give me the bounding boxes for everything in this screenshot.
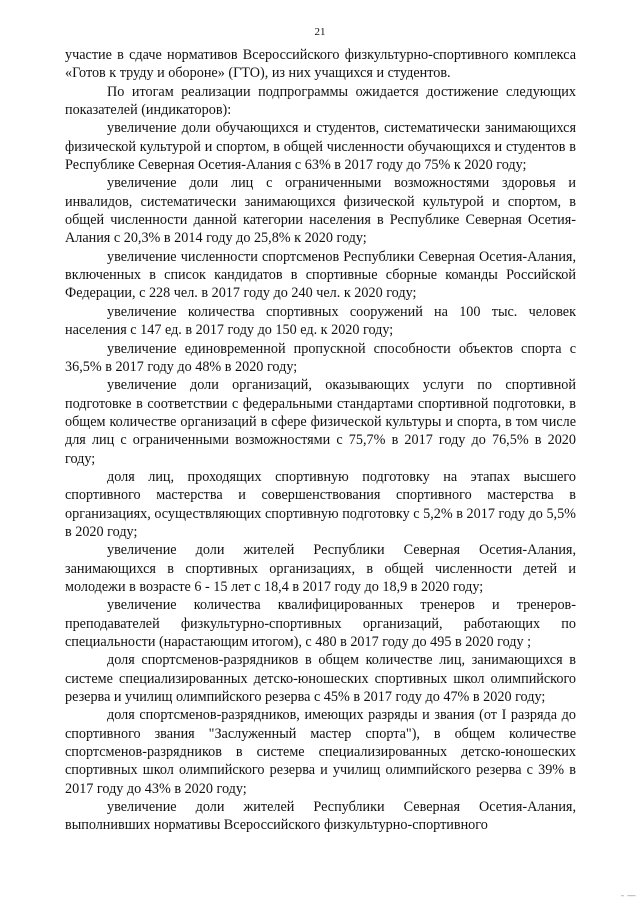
- paragraph: По итогам реализации подпрограммы ожидается достижение следующих показателей (индикаторов):: [65, 83, 576, 119]
- paragraph: участие в сдаче нормативов Всероссийского физкультурно-спортивного комплекса «Готов к труду и обороне» (ГТО), из них учащихся и студентов.: [65, 47, 576, 82]
- paragraph: увеличение доли организаций, оказывающих услуги по спортивной подготовке в соответствии с федеральными стандартами спортивной подготовки, в общем количестве организаций в сфере физической культуры и спорта, в том числе для лиц с ограниченными возможностями с 75,7% в 2017 году до 76,5% в 2020 году;: [65, 377, 576, 467]
- paragraph: увеличение количества спортивных сооружений на 100 тыс. человек населения с 147 ед. в 2017 году до 150 ед. к 2020 году;: [65, 303, 576, 339]
- scan-corner-mark: - —: [620, 891, 636, 901]
- paragraph: увеличение доли обучающихся и студентов, систематически занимающихся физической культурой и спортом, в общей численности обучающихся и студентов в Республике Северная Осетия-Алания с 63% в 2017 году до 75% к 2020 году;: [65, 120, 576, 174]
- paragraph: увеличение количества квалифицированных тренеров и тренеров-преподавателей физкультурно-спортивных организаций, работающих по специальности (нарастающим итогом), с 480 в 2017 году до 495 в 2020 году ;: [65, 597, 576, 650]
- page-number: 21: [314, 26, 326, 38]
- paragraph: увеличение доли лиц с ограниченными возможностями здоровья и инвалидов, систематически занимающихся физической культурой и спортом, в общей численности данной категории населения в Республике Северная Осетия-Алания с 20,3% в 2014 году до 25,8% к 2020 году;: [65, 175, 576, 247]
- paragraph: доля лиц, проходящих спортивную подготовку на этапах высшего спортивного мастерства и совершенствования спортивного мастерства в организациях, осуществляющих спортивную подготовку с 5,2% в 2017 году до 5,5% в 2020 году;: [65, 468, 576, 540]
- paragraph: доля спортсменов-разрядников в общем количестве лиц, занимающихся в системе специализированных детско-юношеских спортивных школ олимпийского резерва и училищ олимпийского резерва с 45% в 2017 году до 47% в 2020 году;: [65, 652, 576, 706]
- paragraph: увеличение численности спортсменов Республики Северная Осетия-Алания, включенных в список кандидатов в спортивные сборные команды Российской Федерации, с 228 чел. в 2017 году до 240 чел. к 2020 году;: [65, 248, 576, 302]
- paragraph: увеличение доли жителей Республики Северная Осетия-Алания, выполнивших нормативы Всероссийского физкультурно-спортивного: [65, 799, 576, 834]
- paragraph: увеличение доли жителей Республики Северная Осетия-Алания, занимающихся в спортивных организациях, в общей численности детей и молодежи в возрасте 6 - 15 лет с 18,4 в 2017 году до 18,9 в 2020 году;: [65, 542, 576, 595]
- paragraph: увеличение единовременной пропускной способности объектов спорта с 36,5% в 2017 году до 48% в 2020 году;: [65, 340, 576, 375]
- paragraph: доля спортсменов-разрядников, имеющих разряды и звания (от I разряда до спортивного звания "Заслуженный мастер спорта"), в общем количестве спортсменов-разрядников в системе специализированных детско-юношеских спортивных школ олимпийского резерва и училищ олимпийского резерва с 39% в 2017 году до 43% в 2020 году;: [65, 707, 576, 797]
- document-body: [65, 46, 576, 835]
